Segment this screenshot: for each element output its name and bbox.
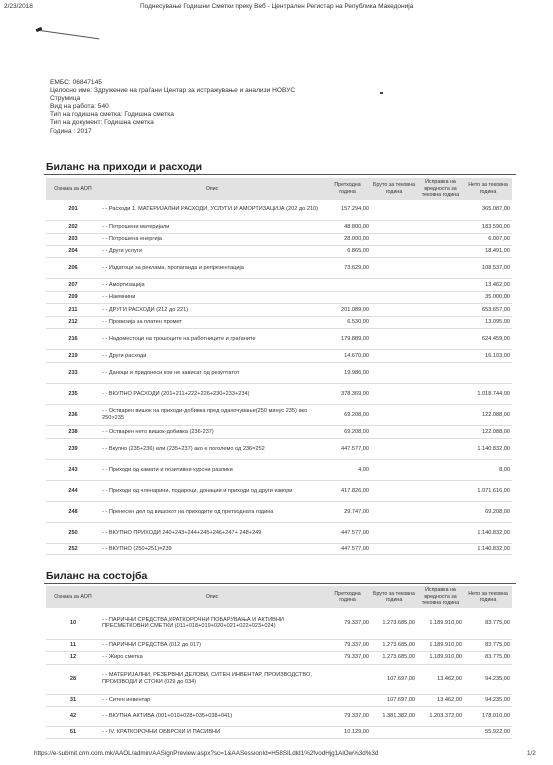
table-row (46, 405, 512, 426)
table-row (46, 304, 512, 317)
cell-adj (417, 234, 464, 246)
cell-desc: - - Потрошени материјали (100, 221, 324, 234)
cell-desc: - - Провизија за платен промет (100, 317, 324, 329)
cell-net: 1.071.616,00 (464, 481, 512, 502)
cell-desc: - - Други расходи (100, 350, 324, 363)
company-info (50, 79, 295, 136)
balance-section-title: Биланс на состојба (46, 570, 148, 582)
cell-net: 1.140.832,00 (464, 439, 512, 460)
scan-line (40, 30, 100, 39)
cell-prev: 69.208,00 (324, 405, 371, 426)
cell-aop: 212 (46, 317, 100, 329)
cell-adj (417, 304, 464, 317)
table-row (46, 317, 512, 329)
page-number: 1/2 (527, 750, 536, 757)
cell-gross (371, 292, 417, 304)
cell-desc: - - ДРУГИ РАСХОДИ (212 до 221) (100, 304, 324, 317)
cell-desc: - - ПАРИЧНИ СРЕДСТВА,КРАТКОРОЧНИ ПОБАРУВАЊА И АКТИВНИ ПРЕСМЕТКОВНИ СМЕТКИ (011+018+019+020+021+022+023+024) (100, 608, 324, 639)
cell-adj: 13.462,00 (417, 694, 464, 706)
cell-net: 94.235,00 (464, 694, 512, 706)
cell-gross (371, 481, 417, 502)
cell-desc: - - Амортизација (100, 279, 324, 292)
info-line: Струмица (50, 95, 81, 103)
col-header-gross: Бруто за тековна година (371, 178, 417, 200)
cell-aop: 209 (46, 292, 100, 304)
cell-aop: 51 (46, 726, 100, 738)
cell-desc: - - Други услуги (100, 246, 324, 258)
cell-adj: 13.462,00 (417, 664, 464, 694)
cell-desc: - - Остварен вишок на приходи-добивка пред оданочување(250 минус 235) ако 250>235 (100, 405, 324, 426)
cell-net: 55.922,00 (464, 726, 512, 738)
cell-net: 183.590,00 (464, 221, 512, 234)
cell-gross (371, 384, 417, 405)
cell-desc: - - Потрошена енергија (100, 234, 324, 246)
col-header-desc: Опис (100, 178, 324, 200)
cell-gross (371, 544, 417, 555)
cell-net: 108.537,00 (464, 258, 512, 279)
cell-desc: - - Наемнини (100, 292, 324, 304)
table-row (46, 426, 512, 439)
cell-prev: 69.208,00 (324, 426, 371, 439)
cell-net: 1.018.744,00 (464, 384, 512, 405)
table-row (46, 439, 512, 460)
cell-gross (371, 317, 417, 329)
cell-gross (371, 234, 417, 246)
scan-speck (380, 92, 383, 94)
table-row (46, 329, 512, 350)
cell-gross (371, 363, 417, 384)
cell-prev: 447.577,00 (324, 544, 371, 555)
cell-adj (417, 460, 464, 481)
cell-prev: 19.986,00 (324, 363, 371, 384)
cell-desc: - - МАТЕРИЈАЛНИ, РЕЗЕРВНИ ДЕЛОВИ, СИТЕН ИНВЕНТАР, ПРОИЗВОДСТВО, ПРОИЗВОДИ И СТОКИ (029 до 034) (100, 664, 324, 694)
cell-net (464, 363, 512, 384)
cell-desc: - - ВКУПНА АКТИВА (001+010+028+035+038+041) (100, 706, 324, 726)
cell-prev: 201.089,00 (324, 304, 371, 317)
cell-net: 1.140.832,00 (464, 523, 512, 544)
print-footer-url: https://e-submit.crm.com.mk/AAOL/admin/AASignPreview.aspx?sc=1&AASessionId=H58SILdld1%2fvodHjg1AlOw%3d%3d (34, 750, 379, 757)
info-line: ЕМБС: 06847145 (50, 79, 102, 86)
table-row (46, 234, 512, 246)
cell-aop: 252 (46, 544, 100, 555)
cell-net: 653.657,00 (464, 304, 512, 317)
cell-adj (417, 405, 464, 426)
cell-adj (417, 200, 464, 221)
cell-gross (371, 439, 417, 460)
cell-net: 6.007,00 (464, 234, 512, 246)
print-date: 2/23/2018 (4, 3, 33, 10)
table-row (46, 639, 512, 651)
col-header-prev: Претходна година (324, 178, 371, 200)
cell-net: 122.088,00 (464, 405, 512, 426)
print-header-title: Поднесување Годишни Сметки преку Веб - Централен Регистар на Република Македонија (140, 3, 414, 10)
table-row (46, 258, 512, 279)
cell-adj (417, 317, 464, 329)
cell-adj (417, 246, 464, 258)
cell-gross: 1.381.382,00 (371, 706, 417, 726)
cell-net: 1.140.832,00 (464, 544, 512, 555)
cell-prev: 79.337,00 (324, 651, 371, 664)
income-table (46, 178, 512, 555)
cell-adj (417, 502, 464, 523)
col-header-adj: Исправка на вредноста за тековна година (417, 178, 464, 200)
cell-desc: - - Ситен инвентар (100, 694, 324, 706)
col-header-aop: Ознака за АОП (46, 178, 100, 200)
cell-net: 624.459,00 (464, 329, 512, 350)
cell-prev: 28.000,00 (324, 234, 371, 246)
cell-prev: 73.629,00 (324, 258, 371, 279)
cell-net: 83.775,00 (464, 651, 512, 664)
info-line: Тип на годишна сметка: Годишна сметка (50, 111, 174, 119)
cell-adj: 1.189.910,00 (417, 639, 464, 651)
cell-aop: 248 (46, 502, 100, 523)
cell-desc: - - Приходи од камати и позитивни курсни разлики (100, 460, 324, 481)
table-row (46, 706, 512, 726)
cell-prev: 447.577,00 (324, 439, 371, 460)
col-header-adj: Исправка на вредноста за тековна година (417, 586, 464, 608)
cell-net: 122.088,00 (464, 426, 512, 439)
table-row (46, 726, 512, 738)
info-line: Тип на документ: Годишна сметка (50, 119, 154, 127)
table-row (46, 523, 512, 544)
cell-desc: - - Издатоци за реклама, пропаганда и репрезентација (100, 258, 324, 279)
cell-adj (417, 258, 464, 279)
cell-desc: - - ВКУПНО РАСХОДИ (201+211+222+226+230+233+234) (100, 384, 324, 405)
info-line: Вид на работа: 540 (50, 103, 109, 111)
info-line: Година : 2017 (50, 127, 92, 135)
cell-aop: 201 (46, 200, 100, 221)
cell-adj: 1.189.910,00 (417, 651, 464, 664)
cell-adj (417, 221, 464, 234)
section-divider (44, 583, 516, 584)
table-row (46, 350, 512, 363)
cell-desc: - - IV. КРАТКОРОЧНИ ОБВРСКИ И ПАСИВНИ (100, 726, 324, 738)
cell-prev (324, 694, 371, 706)
cell-net: 94.235,00 (464, 664, 512, 694)
cell-gross: 1.273.685,00 (371, 608, 417, 639)
cell-net: 83.775,00 (464, 639, 512, 651)
cell-net: 365.087,00 (464, 200, 512, 221)
cell-aop: 219 (46, 350, 100, 363)
cell-net: 16.103,00 (464, 350, 512, 363)
col-header-desc: Опис (100, 586, 324, 608)
cell-desc: - - Расходи 1. МАТЕРИЈАЛНИ РАСХОДИ, УСЛУГИ И АМОРТИЗАЦИЈА (202 до 210) (100, 200, 324, 221)
cell-net: 35.000,00 (464, 292, 512, 304)
col-header-gross: Бруто за тековна година (371, 586, 417, 608)
cell-desc: - - Вкупно (235+236) или (235+237) ако е поголемо од 236=252 (100, 439, 324, 460)
cell-prev (324, 292, 371, 304)
table-row (46, 221, 512, 234)
cell-gross (371, 246, 417, 258)
cell-gross (371, 258, 417, 279)
table-row (46, 664, 512, 694)
cell-adj (417, 523, 464, 544)
cell-adj: 1.203.372,00 (417, 706, 464, 726)
col-header-net: Нето за тековна година (464, 178, 512, 200)
cell-aop: 206 (46, 258, 100, 279)
table-row (46, 384, 512, 405)
cell-aop: 238 (46, 426, 100, 439)
cell-gross (371, 279, 417, 292)
cell-prev: 417.826,00 (324, 481, 371, 502)
col-header-net: Нето за тековна година (464, 586, 512, 608)
balance-table (46, 586, 512, 739)
cell-gross: 107.697,00 (371, 664, 417, 694)
cell-net: 8,00 (464, 460, 512, 481)
cell-gross (371, 329, 417, 350)
table-row (46, 651, 512, 664)
table-row (46, 481, 512, 502)
cell-prev (324, 279, 371, 292)
cell-aop: 244 (46, 481, 100, 502)
cell-desc: - - Остварен нето вишок-добивка (236-237) (100, 426, 324, 439)
cell-gross: 107.697,00 (371, 694, 417, 706)
cell-desc: - - Приходи од членарини, подароци, донации и приходи од други извори (100, 481, 324, 502)
cell-aop: 202 (46, 221, 100, 234)
cell-gross (371, 426, 417, 439)
cell-aop: 10 (46, 608, 100, 639)
income-section-title: Биланс на приходи и расходи (46, 161, 203, 173)
cell-aop: 243 (46, 460, 100, 481)
cell-desc: - - Пренесен дел од вишокот на приходите од претходната година (100, 502, 324, 523)
table-row (46, 502, 512, 523)
cell-prev: 79.337,00 (324, 706, 371, 726)
cell-gross (371, 350, 417, 363)
cell-prev: 157.294,00 (324, 200, 371, 221)
table-row (46, 608, 512, 639)
cell-aop: 204 (46, 246, 100, 258)
table-row (46, 544, 512, 555)
cell-net: 69.208,00 (464, 502, 512, 523)
table-row (46, 694, 512, 706)
cell-prev (324, 664, 371, 694)
cell-prev: 29.747,00 (324, 502, 371, 523)
cell-gross (371, 405, 417, 426)
col-header-aop: Ознака за АОП (46, 586, 100, 608)
cell-aop: 207 (46, 279, 100, 292)
cell-aop: 31 (46, 694, 100, 706)
cell-net: 18.491,00 (464, 246, 512, 258)
cell-desc: - - Даноци и придонеси кои не зависат од резултатот (100, 363, 324, 384)
cell-adj (417, 292, 464, 304)
cell-prev: 447.577,00 (324, 523, 371, 544)
table-row (46, 279, 512, 292)
cell-desc: - - Жиро сметка (100, 651, 324, 664)
section-divider (44, 174, 516, 175)
cell-net: 13.462,00 (464, 279, 512, 292)
cell-net: 178.010,00 (464, 706, 512, 726)
cell-prev: 4,00 (324, 460, 371, 481)
cell-adj (417, 279, 464, 292)
cell-aop: 216 (46, 329, 100, 350)
cell-adj: 1.189.910,00 (417, 608, 464, 639)
cell-adj (417, 426, 464, 439)
cell-aop: 235 (46, 384, 100, 405)
table-row (46, 246, 512, 258)
cell-prev: 378.369,00 (324, 384, 371, 405)
cell-gross (371, 726, 417, 738)
cell-gross (371, 304, 417, 317)
cell-gross (371, 523, 417, 544)
table-row (46, 363, 512, 384)
cell-aop: 12 (46, 651, 100, 664)
cell-desc: - - ВКУПНО (250+251)=239 (100, 544, 324, 555)
cell-adj (417, 439, 464, 460)
cell-desc: - - ПАРИЧНИ СРЕДСТВА (012 до 017) (100, 639, 324, 651)
cell-aop: 239 (46, 439, 100, 460)
cell-gross: 1.273.685,00 (371, 639, 417, 651)
cell-aop: 233 (46, 363, 100, 384)
cell-prev: 14.670,00 (324, 350, 371, 363)
cell-adj (417, 544, 464, 555)
cell-aop: 211 (46, 304, 100, 317)
cell-aop: 250 (46, 523, 100, 544)
table-row (46, 460, 512, 481)
table-row (46, 292, 512, 304)
cell-adj (417, 329, 464, 350)
cell-prev: 79.337,00 (324, 608, 371, 639)
cell-gross (371, 460, 417, 481)
cell-aop: 236 (46, 405, 100, 426)
cell-adj (417, 481, 464, 502)
cell-prev: 179.889,00 (324, 329, 371, 350)
cell-prev: 6.530,00 (324, 317, 371, 329)
cell-net: 13.095,00 (464, 317, 512, 329)
cell-adj (417, 726, 464, 738)
cell-aop: 28 (46, 664, 100, 694)
cell-gross (371, 200, 417, 221)
cell-adj (417, 363, 464, 384)
cell-desc: - - ВКУПНО ПРИХОДИ 240+243+244+245+246+247+ 248+249 (100, 523, 324, 544)
cell-net: 83.775,00 (464, 608, 512, 639)
cell-prev: 48.800,00 (324, 221, 371, 234)
info-line: Целосно име: Здружение на граѓани Центар за истражување и анализи НОВУС (50, 87, 296, 95)
cell-desc: - - Надоместоци на трошоците на работниците и граѓаните (100, 329, 324, 350)
cell-prev: 79.337,00 (324, 639, 371, 651)
cell-adj (417, 384, 464, 405)
cell-gross (371, 221, 417, 234)
cell-prev: 6.865,00 (324, 246, 371, 258)
cell-gross: 1.273.685,00 (371, 651, 417, 664)
cell-adj (417, 350, 464, 363)
cell-aop: 11 (46, 639, 100, 651)
cell-gross (371, 502, 417, 523)
cell-aop: 42 (46, 706, 100, 726)
table-row (46, 200, 512, 221)
cell-aop: 203 (46, 234, 100, 246)
col-header-prev: Претходна година (324, 586, 371, 608)
cell-prev: 10.129,00 (324, 726, 371, 738)
